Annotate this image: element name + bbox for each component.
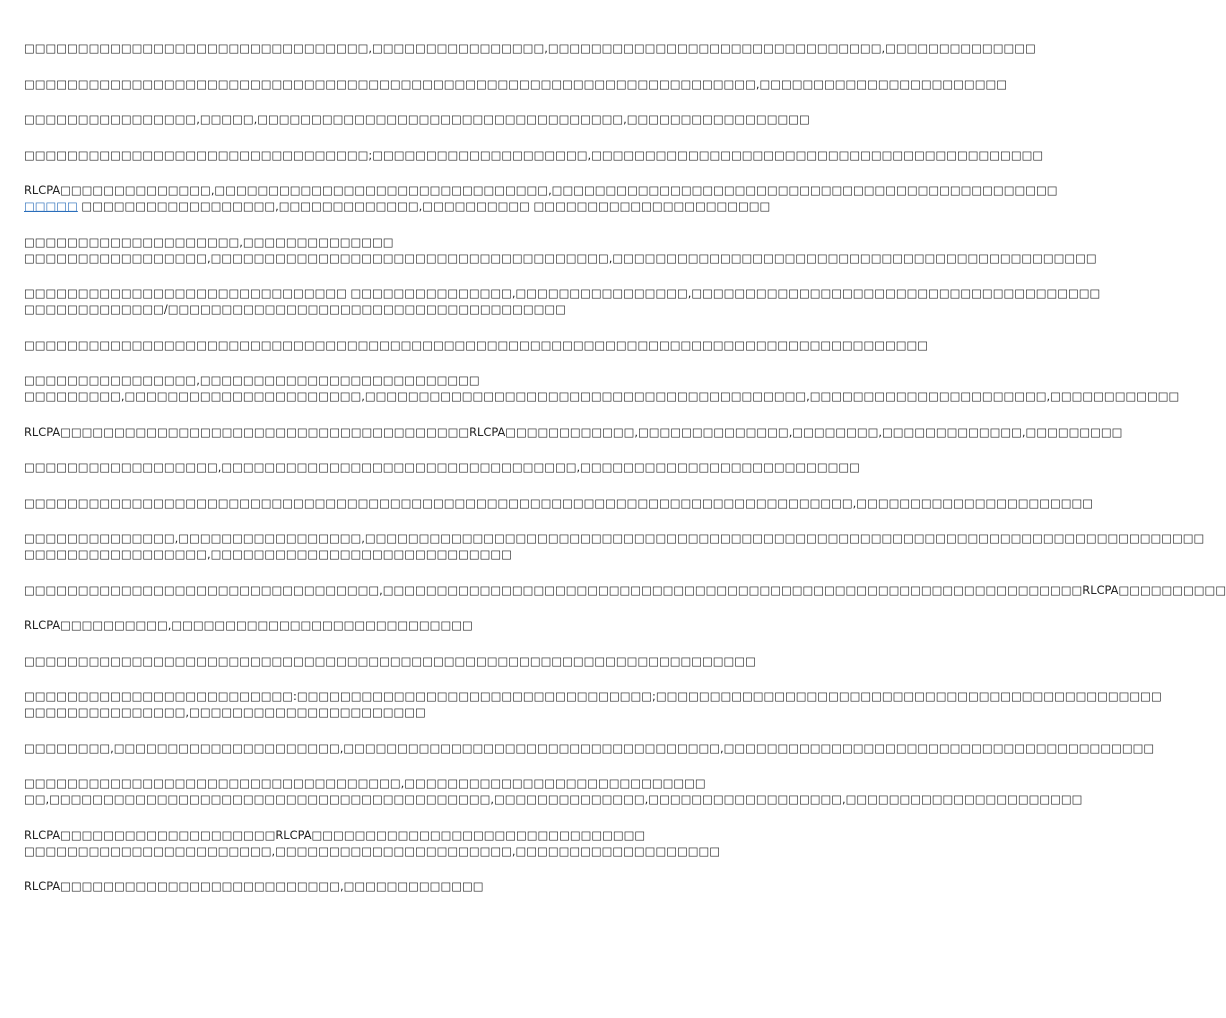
paragraph bbox=[24, 111, 810, 127]
document-body bbox=[24, 40, 1226, 914]
paragraph bbox=[24, 234, 1097, 266]
text-line: □□,□□□□□□□□□□□□□□□□□□□□□□□□□□□□□□□□□□□□□□□□□,□□□□□□□□□□□□□□,□□□□□□□□□□□□□□□□□□,□□□□□□□□□□□□□□□□□□□□□□ bbox=[24, 792, 1083, 806]
paragraph bbox=[24, 459, 860, 475]
inline-link[interactable]: □□□□□ bbox=[24, 199, 78, 213]
text-line: □□□□□□□□□□□□□/□□□□□□□□□□□□□□□□□□□□□□□□□□□□□□□□□□□□□ bbox=[24, 302, 566, 316]
text-line: □□□□□□□□□□□□□□□□□□□□□□□□□□□□□□□□,□□□□□□□□□□□□□□□□,□□□□□□□□□□□□□□□□□□□□□□□□□□□□□□□,□□□□□□□□□□□□□□ bbox=[24, 41, 1036, 55]
text-line: □□□□□□□□□□□□□□□□□□□□□□□□□□□□□□□□□□□,□□□□□□□□□□□□□□□□□□□□□□□□□□□□ bbox=[24, 776, 706, 790]
paragraph bbox=[24, 530, 1205, 562]
paragraph-with-link bbox=[24, 182, 1058, 214]
paragraph bbox=[24, 40, 1036, 56]
text-line: □□□□□□□□□□□□□□□□□□□□□□□□□□□□□□□□□□□□□□□□□□□□□□□□□□□□□□□□□□□□□□□□□□□□□□□□□□□□□,□□□□□□□□□□□□□□□□□□□□□□ bbox=[24, 495, 1094, 510]
paragraph bbox=[24, 617, 720, 633]
paragraph bbox=[24, 424, 1123, 440]
text-after-link: □□□□□□□□□□□□□□□□□□,□□□□□□□□□□□□□,□□□□□□□□□□ □□□□□□□□□□□□□□□□□□□□□□ bbox=[77, 199, 771, 213]
text-line: □□□□□□□□□□□□□□□□□□□□□□□□□□□□□□ □□□□□□□□□□□□□□□,□□□□□□□□□□□□□□□□,□□□□□□□□□□□□□□□□□□□□□□□□□□□□□□□□□□□□□□ bbox=[24, 286, 1101, 300]
paragraph bbox=[24, 740, 1155, 756]
text-line: □□□□□□□□□□□□□□□□□□□□□□□□□□□□□□□□□□□□□□□□□□□□□□□□□□□□□□□□□□□□□□□□□□□□,□□□□□□□□□□□□□□□□□□□□□□□ bbox=[24, 76, 1007, 91]
text-line: RLCPA□□□□□□□□□□□□□□□□□□□□RLCPA□□□□□□□□□□□□□□□□□□□□□□□□□□□□□□□ bbox=[24, 827, 646, 842]
text-line bbox=[24, 198, 771, 214]
paragraph bbox=[24, 688, 1162, 720]
text-line: RLCPA□□□□□□□□□□□□□□□□□□□□□□□□□□□□□□□□□□□□□□RLCPA□□□□□□□□□□□□,□□□□□□□□□□□□□□,□□□□□□□□,□□□□□□□□□□□□□,□□□□□□□□□ bbox=[24, 424, 1123, 439]
text-line: □□□□□□□□□,□□□□□□□□□□□□□□□□□□□□□□,□□□□□□□□□□□□□□□□□□□□□□□□□□□□□□□□□□□□□□□□□,□□□□□□□□□□□□□□□□□□□□□□,□□□□□□□□□□□□ bbox=[24, 389, 1180, 403]
text-line: □□□□□□□□□□□□□□□□□□□□,□□□□□□□□□□□□□□ bbox=[24, 234, 394, 249]
paragraph bbox=[24, 878, 720, 894]
text-line: □□□□□□□□□□□□□□□□□□□□□□□□□□□□□□□□□□□□□□□□□□□□□□□□□□□□□□□□□□□□□□□□□□□□□□□□□□□□□□□□□□□□ bbox=[24, 337, 929, 352]
text-line: □□□□□□□□□□□□□□□□□□□□□□□,□□□□□□□□□□□□□□□□□□□□□□,□□□□□□□□□□□□□□□□□□□ bbox=[24, 843, 721, 858]
text-line: □□□□□□□□□□□□□□□□□□□□□□□□□□□□□□□□□,□□□□□□□□□□□□□□□□□□□□□□□□□□□□□□□□□□□□□□□□□□□□□□□□□□□□□□□□□□□□□□□□□RLCPA□□□□□□□□□□ bbox=[24, 582, 1226, 597]
text-line: □□□□□□□□,□□□□□□□□□□□□□□□□□□□□□,□□□□□□□□□□□□□□□□□□□□□□□□□□□□□□□□□□□,□□□□□□□□□□□□□□□□□□□□□□□□□□□□□□□□□□□□□□□□ bbox=[24, 740, 1155, 755]
text-line: □□□□□□□□□□□□□□□□,□□□□□□□□□□□□□□□□□□□□□□□□□□ bbox=[24, 373, 480, 387]
text-line: □□□□□□□□□□□□□□□□□□□□□□□□□□□□□□□□;□□□□□□□□□□□□□□□□□□□□,□□□□□□□□□□□□□□□□□□□□□□□□□□□□□□□□□□□□□□□□□□ bbox=[24, 147, 1044, 162]
paragraph bbox=[24, 653, 756, 669]
text-line: □□□□□□□□□□□□□□□□□,□□□□□□□□□□□□□□□□□□□□□□□□□□□□□□□□□□□□□,□□□□□□□□□□□□□□□□□□□□□□□□□□□□□□□□□□□□□□□□□□□□□ bbox=[24, 250, 1097, 265]
text-line: □□□□□□□□□□□□□□□□□□□□□□□□□:□□□□□□□□□□□□□□□□□□□□□□□□□□□□□□□□□;□□□□□□□□□□□□□□□□□□□□□□□□□□□□□□□□□□□□□□□□□□□□□□□ bbox=[24, 689, 1162, 703]
text-line: □□□□□□□□□□□□□□□□□,□□□□□□□□□□□□□□□□□□□□□□□□□□□□ bbox=[24, 547, 512, 561]
text-line: RLCPA□□□□□□□□□□□□□□,□□□□□□□□□□□□□□□□□□□□□□□□□□□□□□□,□□□□□□□□□□□□□□□□□□□□□□□□□□□□□□□□□□□□□□□□□□□□□□□ bbox=[24, 183, 1058, 197]
text-line: □□□□□□□□□□□□□□□□□□,□□□□□□□□□□□□□□□□□□□□□□□□□□□□□□□□□,□□□□□□□□□□□□□□□□□□□□□□□□□□ bbox=[24, 460, 860, 474]
paragraph bbox=[24, 372, 1180, 404]
paragraph bbox=[24, 147, 1044, 163]
text-line: □□□□□□□□□□□□□□□,□□□□□□□□□□□□□□□□□□□□□□ bbox=[24, 705, 426, 719]
text-line: RLCPA□□□□□□□□□□,□□□□□□□□□□□□□□□□□□□□□□□□□□□□ bbox=[24, 618, 473, 632]
paragraph bbox=[24, 76, 1007, 92]
paragraph bbox=[24, 337, 929, 353]
paragraph bbox=[24, 285, 1101, 317]
paragraph bbox=[24, 827, 720, 859]
paragraph bbox=[24, 775, 1083, 807]
text-line: □□□□□□□□□□□□□□□□□□□□□□□□□□□□□□□□□□□□□□□□□□□□□□□□□□□□□□□□□□□□□□□□□□□□ bbox=[24, 653, 756, 668]
text-line: RLCPA□□□□□□□□□□□□□□□□□□□□□□□□□□,□□□□□□□□□□□□□ bbox=[24, 879, 484, 893]
text-line: □□□□□□□□□□□□□□,□□□□□□□□□□□□□□□□□,□□□□□□□□□□□□□□□□□□□□□□□□□□□□□□□□□□□□□□□□□□□□□□□□□□□□□□□□□□□□□□□□□□□□□□□□□□□□□□ bbox=[24, 531, 1205, 545]
text-line: □□□□□□□□□□□□□□□□,□□□□□,□□□□□□□□□□□□□□□□□□□□□□□□□□□□□□□□□□,□□□□□□□□□□□□□□□□□ bbox=[24, 112, 810, 126]
paragraph bbox=[24, 582, 1226, 598]
paragraph bbox=[24, 495, 1094, 511]
